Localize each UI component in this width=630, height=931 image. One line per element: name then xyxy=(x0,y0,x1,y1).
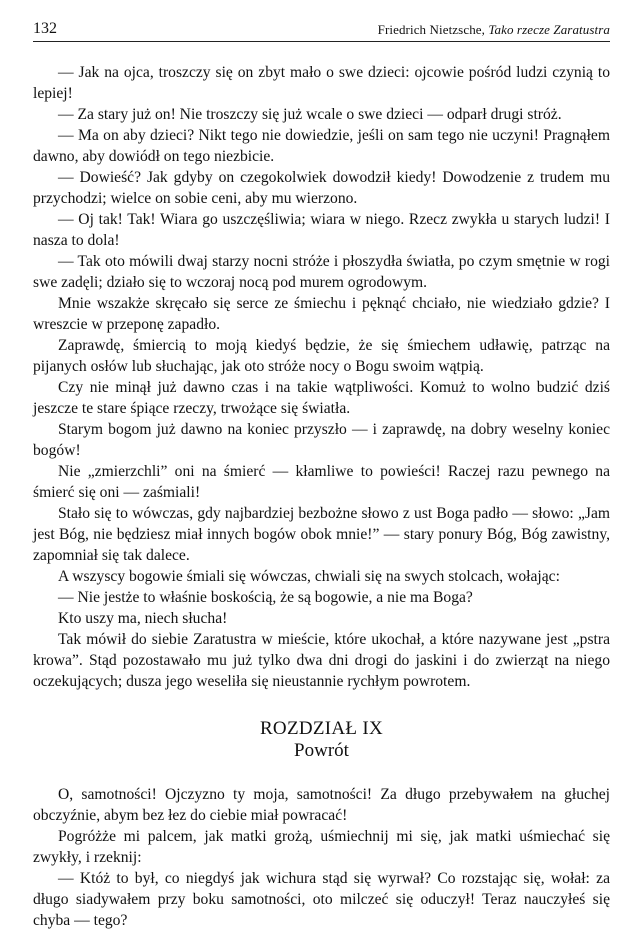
running-header xyxy=(33,14,610,42)
page-number: 132 xyxy=(33,20,57,37)
paragraph: Czy nie minął już dawno czas i na takie wątpliwości. Komuż to wolno budzić dziś jeszcze te stare śpiące rzeczy, trwożące się światła. xyxy=(33,379,610,417)
paragraph: Starym bogom już dawno na koniec przyszło — i zaprawdę, na dobry weselny koniec bogów! xyxy=(33,421,610,459)
text-before-chapter xyxy=(33,62,610,692)
paragraph: — Za stary już on! Nie troszczy się już wcale o swe dzieci — odparł drugi stróż. xyxy=(58,106,562,123)
paragraph: — Dowieść? Jak gdyby on czegokolwiek dowodził kiedy! Dowodzenie z trudem mu przychodzi; wielce on sobie ceni, aby mu wierzono. xyxy=(33,169,610,207)
text-after-chapter xyxy=(33,784,610,931)
paragraph: — Ma on aby dzieci? Nikt tego nie dowiedzie, jeśli on sam tego nie uczyni! Pragnąłem dawno, aby dowiódł on tego niezbicie. xyxy=(33,127,610,165)
chapter-heading xyxy=(33,718,610,762)
paragraph: — Któż to był, co niegdyś jak wichura stąd się wyrwał? Co rozstając się, wołał: za długo siadywałem przy boku samotności, oto milczeć się oduczył! Teraz nauczyłeś się chyba — tego? xyxy=(33,870,610,929)
paragraph: — Tak oto mówili dwaj starzy nocni stróże i płoszydła światła, po czym smętnie w rogi swe zadęli; działo się to wczoraj nocą pod murem ogrodowym. xyxy=(33,253,610,291)
paragraph: Tak mówił do siebie Zaratustra w mieście, które ukochał, a które nazywane jest „pstra krowa”. Stąd pozostawało mu już tylko dwa dni drogi do jaskini i do zwierząt na niego oczekujących; dusza jego weseliła się nieustannie rychłym powrotem. xyxy=(33,631,610,690)
paragraph: — Jak na ojca, troszczy się on zbyt mało o swe dzieci: ojcowie pośród ludzi czynią to lepiej! xyxy=(33,64,610,102)
paragraph: — Nie jestże to właśnie boskością, że są bogowie, a nie ma Boga? xyxy=(58,589,473,606)
author-name: Friedrich Nietzsche, xyxy=(377,22,486,37)
paragraph: Mnie wszakże skręcało się serce ze śmiechu i pęknąć chciało, nie wiedziało gdzie? I wreszcie w przeponę zapadło. xyxy=(33,295,610,333)
chapter-subtitle: Powrót xyxy=(294,740,349,761)
paragraph: Zaprawdę, śmiercią to moją kiedyś będzie, że się śmiechem udławię, patrząc na pijanych osłów lub słuchając, jak oto stróże nocy o Bogu swoim wątpią. xyxy=(33,337,610,375)
running-title xyxy=(378,22,610,38)
paragraph: A wszyscy bogowie śmiali się wówczas, chwiali się na swych stolcach, wołając: xyxy=(58,568,560,585)
paragraph: Kto uszy ma, niech słucha! xyxy=(58,610,228,627)
book-title: Tako rzecze Zaratustra xyxy=(488,22,610,37)
paragraph: — Oj tak! Tak! Wiara go uszczęśliwia; wiara w niego. Rzecz zwykła u starych ludzi! I nasza to dola! xyxy=(33,211,610,249)
paragraph: O, samotności! Ojczyzno ty moja, samotności! Za długo przebywałem na głuchej obczyźnie, abym bez łez do ciebie miał powracać! xyxy=(33,786,610,824)
page-body xyxy=(33,62,610,931)
paragraph: Pogróżże mi palcem, jak matki grożą, uśmiechnij mi się, jak matki uśmiechać się zwykły, i rzeknij: xyxy=(33,828,610,866)
paragraph: Nie „zmierzchli” oni na śmierć — kłamliwe to powieści! Raczej razu pewnego na śmierć się oni — zaśmiali! xyxy=(33,463,610,501)
chapter-title: ROZDZIAŁ IX xyxy=(259,718,384,739)
paragraph: Stało się to wówczas, gdy najbardziej bezbożne słowo z ust Boga padło — słowo: „Jam jest Bóg, nie będziesz miał innych bogów obok mnie!” — stary ponury Bóg, Bóg zawistny, zapomniał się tak dalece. xyxy=(33,505,610,564)
